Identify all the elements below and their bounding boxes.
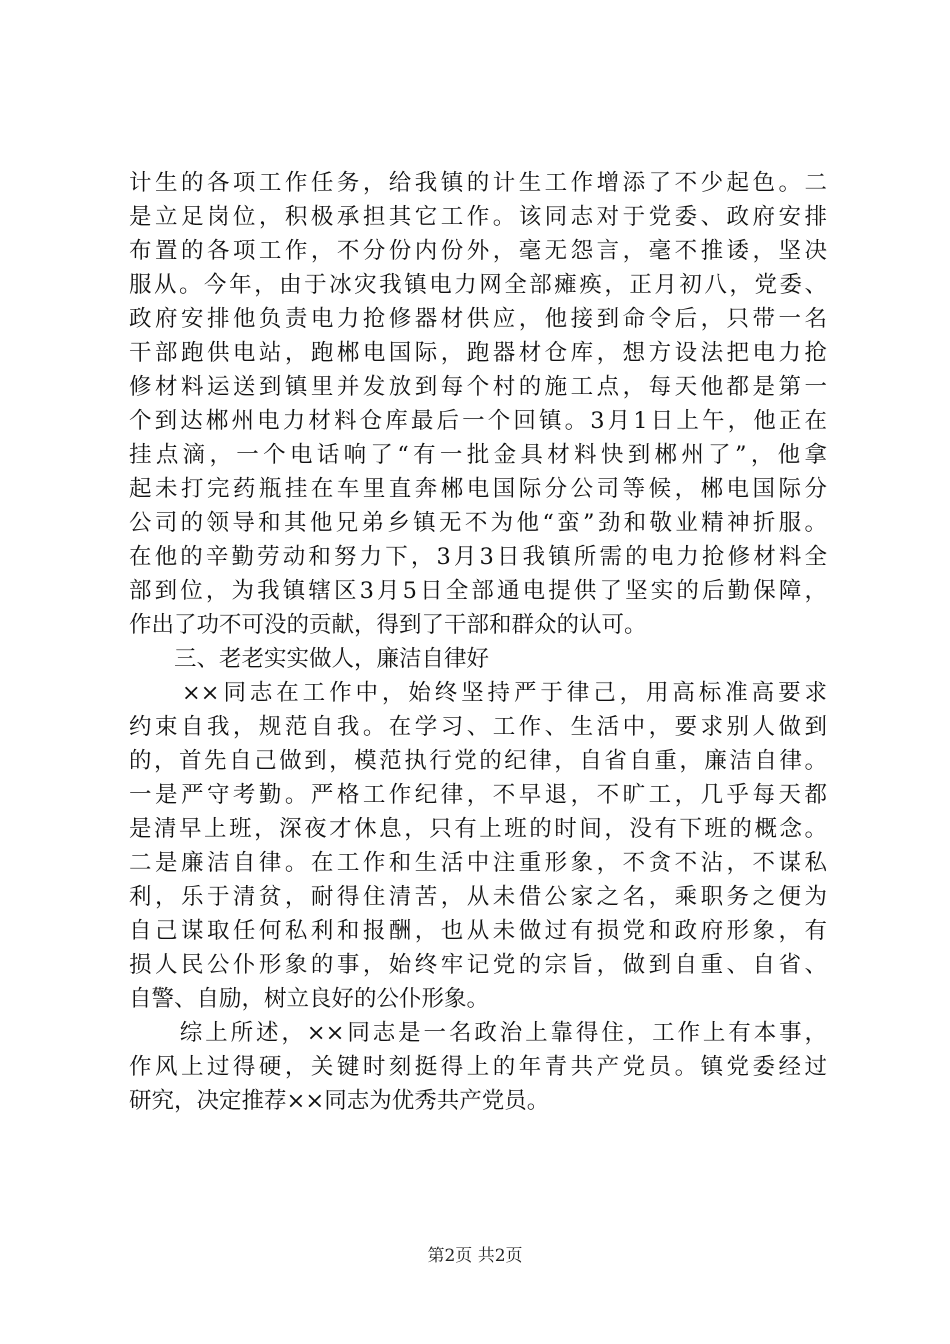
page-footer: 第2页 共2页: [427, 1246, 523, 1266]
text-line: 是立足岗位，积极承担其它工作。该同志对于党委、政府安排: [129, 204, 827, 230]
document-body: [129, 166, 827, 1118]
text-line: 的，首先自己做到，模范执行党的纪律，自省自重，廉洁自律。: [129, 748, 827, 774]
text-line: ××同志在工作中，始终坚持严于律己，用高标准高要求: [129, 680, 827, 706]
text-line: 综上所述，××同志是一名政治上靠得住，工作上有本事，: [129, 1020, 827, 1046]
text-line: 政府安排他负责电力抢修器材供应，他接到命令后，只带一名: [129, 306, 827, 332]
text-line: 部到位，为我镇辖区3月5日全部通电提供了坚实的后勤保障，: [129, 578, 827, 604]
text-line: 公司的领导和其他兄弟乡镇无不为他“蛮”劲和敬业精神折服。: [129, 510, 827, 536]
text-line: 二是廉洁自律。在工作和生活中注重形象，不贪不沾，不谋私: [129, 850, 827, 876]
text-line: 利，乐于清贫，耐得住清苦，从未借公家之名，乘职务之便为: [129, 884, 827, 910]
text-line: 起未打完药瓶挂在车里直奔郴电国际分公司等候，郴电国际分: [129, 476, 827, 502]
text-line: 干部跑供电站，跑郴电国际，跑器材仓库，想方设法把电力抢: [129, 340, 827, 366]
text-line: 挂点滴，一个电话响了“有一批金具材料快到郴州了”，他拿: [129, 442, 827, 468]
text-line: 个到达郴州电力材料仓库最后一个回镇。3月1日上午，他正在: [129, 408, 827, 434]
text-line: 计生的各项工作任务，给我镇的计生工作增添了不少起色。二: [129, 170, 827, 196]
text-line: 作风上过得硬，关键时刻挺得上的年青共产党员。镇党委经过: [129, 1054, 827, 1080]
text-line: 自警、自励，树立良好的公仆形象。: [129, 986, 490, 1012]
text-line: 研究，决定推荐××同志为优秀共产党员。: [129, 1088, 550, 1114]
section-heading: 三、老老实实做人，廉洁自律好: [129, 646, 490, 672]
text-line: 损人民公仆形象的事，始终牢记党的宗旨，做到自重、自省、: [129, 952, 827, 978]
text-line: 一是严守考勤。严格工作纪律，不早退，不旷工，几乎每天都: [129, 782, 827, 808]
text-line: 修材料运送到镇里并发放到每个村的施工点，每天他都是第一: [129, 374, 827, 400]
text-line: 自己谋取任何私利和报酬，也从未做过有损党和政府形象，有: [129, 918, 827, 944]
text-line: 布置的各项工作，不分份内份外，毫无怨言，毫不推诿，坚决: [129, 238, 827, 264]
text-line: 约束自我，规范自我。在学习、工作、生活中，要求别人做到: [129, 714, 827, 740]
text-line: 作出了功不可没的贡献，得到了干部和群众的认可。: [129, 612, 647, 638]
text-line: 在他的辛勤劳动和努力下，3月3日我镇所需的电力抢修材料全: [129, 544, 827, 570]
text-line: 服从。今年，由于冰灾我镇电力网全部瘫痪，正月初八，党委、: [129, 272, 827, 298]
text-line: 是清早上班，深夜才休息，只有上班的时间，没有下班的概念。: [129, 816, 827, 842]
